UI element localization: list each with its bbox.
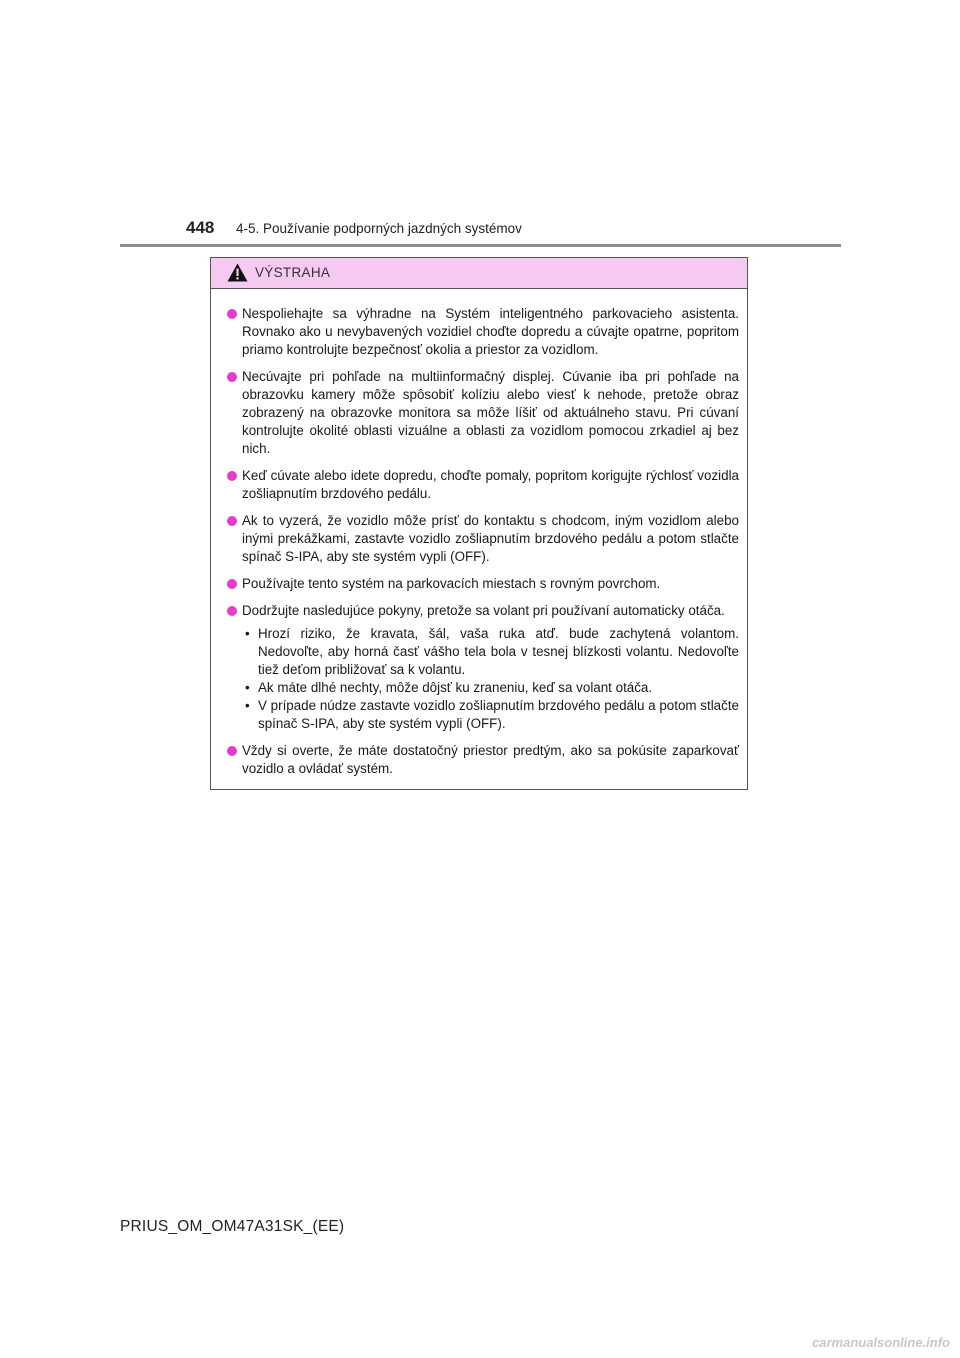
bullet-icon [227, 579, 237, 589]
sub-item-text: Hrozí riziko, že kravata, šál, vaša ruka atď. bude zachytená volantom. Nedovoľte, aby horná časť vášho tela bola v tesnej blízkosti volantu. Nedovoľte tiež deťom približovať sa k volantu. [258, 626, 739, 677]
sub-item-text: Ak máte dlhé nechty, môže dôjsť ku zraneniu, keď sa volant otáča. [258, 680, 653, 695]
bullet-icon [227, 471, 237, 481]
page-number: 448 [186, 218, 215, 237]
warning-item [227, 575, 739, 593]
watermark: carmanualsonline.info [812, 1335, 950, 1350]
sub-bullet-icon: • [245, 680, 250, 695]
section-title: 4-5. Používanie podporných jazdných systémov [236, 221, 522, 236]
bullet-icon [227, 606, 237, 616]
sub-bullet-icon: • [245, 626, 250, 641]
warning-item-text: Necúvajte pri pohľade na multiinformačný displej. Cúvanie iba pri pohľade na obrazovku kamery môže spôsobiť kolíziu alebo viesť k nehode, pretože obraz zobrazený na obrazovke monitora sa môže líšiť od aktuálneho stavu. Pri cúvaní kontrolujte okolité oblasti vizuálne a oblasti za vozidlom pomocou zrkadiel aj bez nich. [242, 369, 739, 456]
bullet-icon [227, 309, 237, 319]
sub-item-text: V prípade núdze zastavte vozidlo zošliapnutím brzdového pedálu a potom stlačte spínač S-IPA, aby ste systém vypli (OFF). [258, 698, 739, 731]
warning-item [227, 602, 739, 733]
warning-header [211, 258, 747, 289]
warning-item-text: Vždy si overte, že máte dostatočný priestor predtým, ako sa pokúsite zaparkovať vozidlo a ovládať systém. [242, 743, 739, 776]
warning-item-text: Nespoliehajte sa výhradne na Systém inteligentného parkovacieho asistenta. Rovnako ako u nevybavených vozidiel choďte dopredu a cúvajte opatrne, popritom priamo kontrolujte bezpečnosť okolia a priestor za vozidlom. [242, 306, 739, 357]
warning-item [227, 305, 739, 359]
warning-box [210, 257, 748, 790]
document-code: PRIUS_OM_OM47A31SK_(EE) [120, 1218, 345, 1235]
bullet-icon [227, 516, 237, 526]
warning-item [227, 467, 739, 503]
sub-bullet-icon: • [245, 698, 250, 713]
sub-item [242, 697, 739, 733]
sub-item [242, 679, 739, 697]
warning-item-text: Ak to vyzerá, že vozidlo môže prísť do kontaktu s chodcom, iným vozidlom alebo inými prekážkami, zastavte vozidlo zošliapnutím brzdového pedálu a potom stlačte spínač S-IPA, aby ste systém vypli (OFF). [242, 513, 739, 564]
warning-item [227, 512, 739, 566]
warning-item-text: Používajte tento systém na parkovacích miestach s rovným povrchom. [242, 576, 661, 591]
bullet-icon [227, 372, 237, 382]
warning-item [227, 368, 739, 458]
warning-item-text: Keď cúvate alebo idete dopredu, choďte pomaly, popritom korigujte rýchlosť vozidla zošliapnutím brzdového pedálu. [242, 468, 739, 501]
warning-item-text: Dodržujte nasledujúce pokyny, pretože sa volant pri používaní automaticky otáča. [242, 603, 725, 618]
warning-item [227, 742, 739, 778]
warning-label: VÝSTRAHA [255, 265, 331, 280]
warning-triangle-icon [227, 263, 248, 282]
sub-item [242, 625, 739, 679]
sub-list [242, 625, 739, 733]
header-divider [120, 244, 841, 247]
bullet-icon [227, 746, 237, 756]
warning-items [211, 289, 747, 778]
